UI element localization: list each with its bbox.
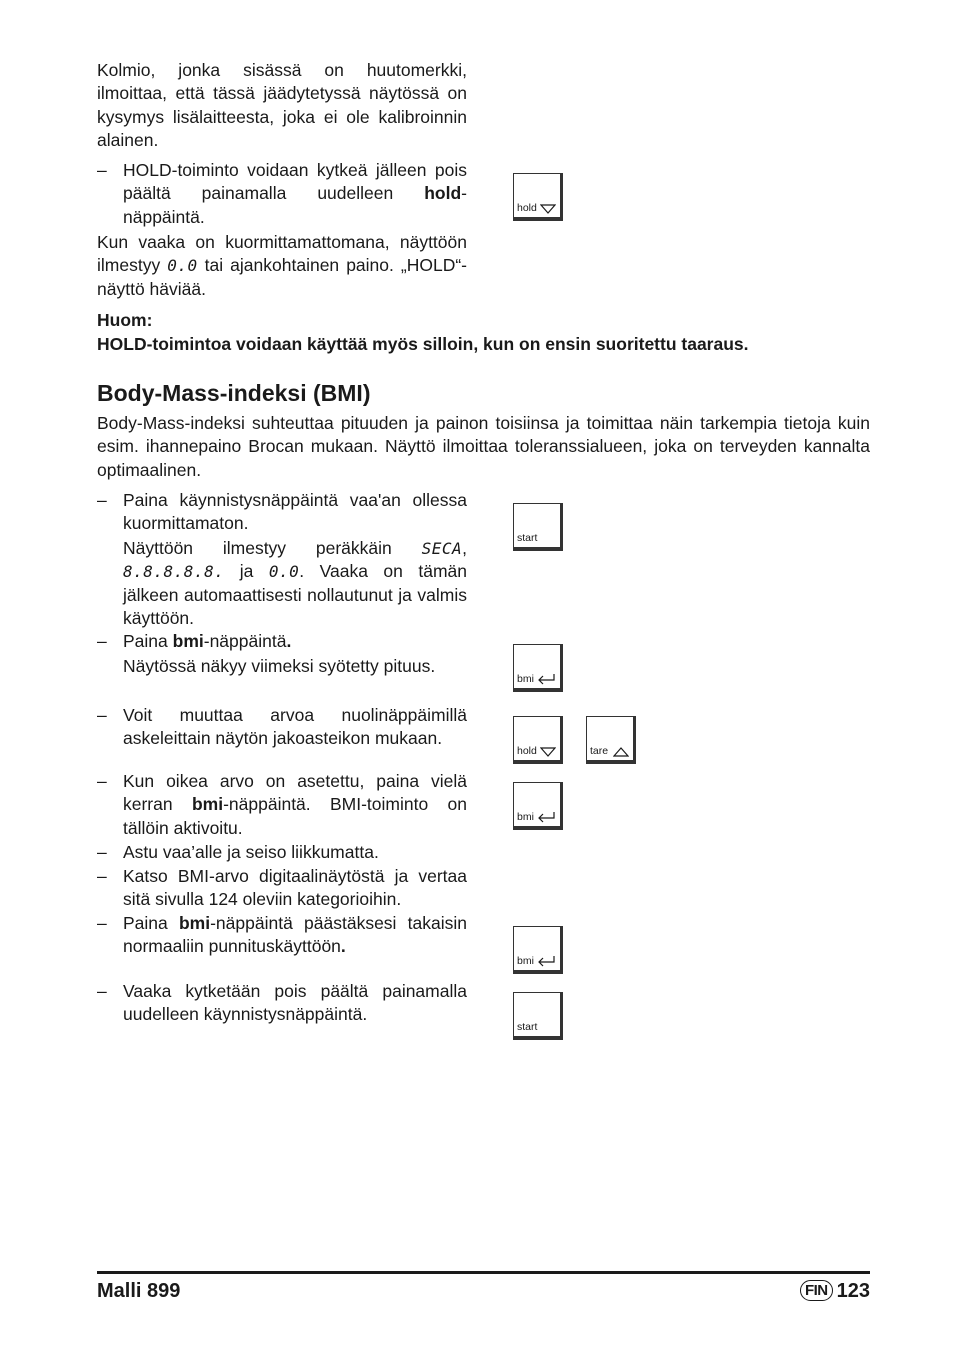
step-arrows: Voit muuttaa arvoa nuolinäppäimillä askeleittain näytön jakoasteikon mukaan. bbox=[123, 705, 467, 749]
intro-text: Kolmio, jonka sisässä on huutomerkki, ilmoittaa, että tässä jäädytetyssä näytössä on kysymys lisälaitteesta, joka ei ole kalibroinnin alainen. bbox=[97, 60, 467, 151]
hold-keyword: hold bbox=[424, 183, 462, 204]
bmi-intro: Body-Mass-indeksi suhteuttaa pituuden ja painon toisiinsa ja toimittaa näin tarkempia tietoja kuin esim. ihannepaino Brocan mukaan. Näyttö ilmoittaa toleranssialueen, joka on terveyden kannalta optimaalinen. bbox=[97, 413, 870, 480]
hold-key: hold bbox=[513, 716, 563, 764]
step-stand: Astu vaa’alle ja seiso liikkumatta. bbox=[123, 842, 379, 862]
step-bmi-display: Näytössä näkyy viimeksi syötetty pituus. bbox=[123, 656, 436, 676]
bmi-key: bmi bbox=[513, 782, 563, 830]
bmi-key: bmi bbox=[513, 644, 563, 692]
list-dash: – bbox=[97, 981, 107, 1001]
triangle-up-icon bbox=[613, 747, 629, 757]
section-heading: Body-Mass-indeksi (BMI) bbox=[97, 380, 371, 406]
display-zero: 0.0 bbox=[167, 256, 198, 276]
step-bmi-press: Paina bmi-näppäintä. bbox=[123, 631, 292, 651]
display-zero: 0.0 bbox=[268, 562, 300, 582]
language-badge: FIN bbox=[800, 1280, 833, 1301]
display-seca: SECA bbox=[421, 539, 463, 558]
footer-page bbox=[800, 1279, 870, 1303]
triangle-down-icon bbox=[540, 747, 556, 757]
list-dash: – bbox=[97, 160, 107, 180]
list-dash: – bbox=[97, 913, 107, 933]
triangle-down-icon bbox=[540, 204, 556, 214]
step-exit: Paina bmi-näppäintä päästäksesi takaisin normaaliin punnituskäyttöön. bbox=[123, 913, 467, 957]
step-read: Katso BMI-arvo digitaalinäytöstä ja vertaa sitä sivulla 124 oleviin kategorioihin. bbox=[123, 866, 467, 910]
note-title: Huom: bbox=[97, 310, 153, 330]
list-dash: – bbox=[97, 866, 107, 886]
hold-key: hold bbox=[513, 173, 563, 221]
start-key: start bbox=[513, 992, 563, 1040]
list-dash: – bbox=[97, 842, 107, 862]
step-off: Vaaka kytketään pois päältä painamalla uudelleen käynnistysnäppäintä. bbox=[123, 981, 467, 1025]
note-text: HOLD-toimintoa voidaan käyttää myös silloin, kun on ensin suoritettu taaraus. bbox=[97, 334, 749, 354]
tare-key: tare bbox=[586, 716, 636, 764]
enter-arrow-icon bbox=[536, 673, 556, 685]
list-dash: – bbox=[97, 490, 107, 510]
bmi-key: bmi bbox=[513, 926, 563, 974]
intro-paragraph-2: Kun vaaka on kuormittamattomana, näyttöön ilmestyy 0.0 tai ajankohtainen paino. „HOLD“-näyttö häviää. bbox=[97, 232, 468, 299]
step-confirm: Kun oikea arvo on asetettu, paina vielä kerran bmi-näppäintä. BMI-toiminto on tällöin aktivoitu. bbox=[123, 771, 467, 838]
enter-arrow-icon bbox=[536, 955, 556, 967]
list-item-hold-off: HOLD-toiminto voidaan kytkeä jälleen pois päältä painamalla uudelleen hold-näppäintä. bbox=[123, 160, 467, 227]
footer-model: Malli 899 bbox=[97, 1280, 181, 1302]
list-dash: – bbox=[97, 631, 107, 651]
list-dash: – bbox=[97, 771, 107, 791]
start-key: start bbox=[513, 503, 563, 551]
enter-arrow-icon bbox=[536, 811, 556, 823]
display-eights: 8.8.8.8.8. bbox=[123, 562, 225, 582]
step-start: Paina käynnistysnäppäintä vaa'an ollessa kuormittamaton. bbox=[123, 490, 467, 534]
footer-rule bbox=[97, 1271, 870, 1274]
step-start-display: Näyttöön ilmestyy peräkkäin SECA, 8.8.8.8.8. ja 0.0. Vaaka on tämän jälkeen automaattisesti nollautunut ja valmis käyttöön. bbox=[123, 538, 467, 629]
list-dash: – bbox=[97, 705, 107, 725]
intro-paragraph bbox=[97, 59, 467, 153]
page-number: 123 bbox=[836, 1280, 870, 1302]
